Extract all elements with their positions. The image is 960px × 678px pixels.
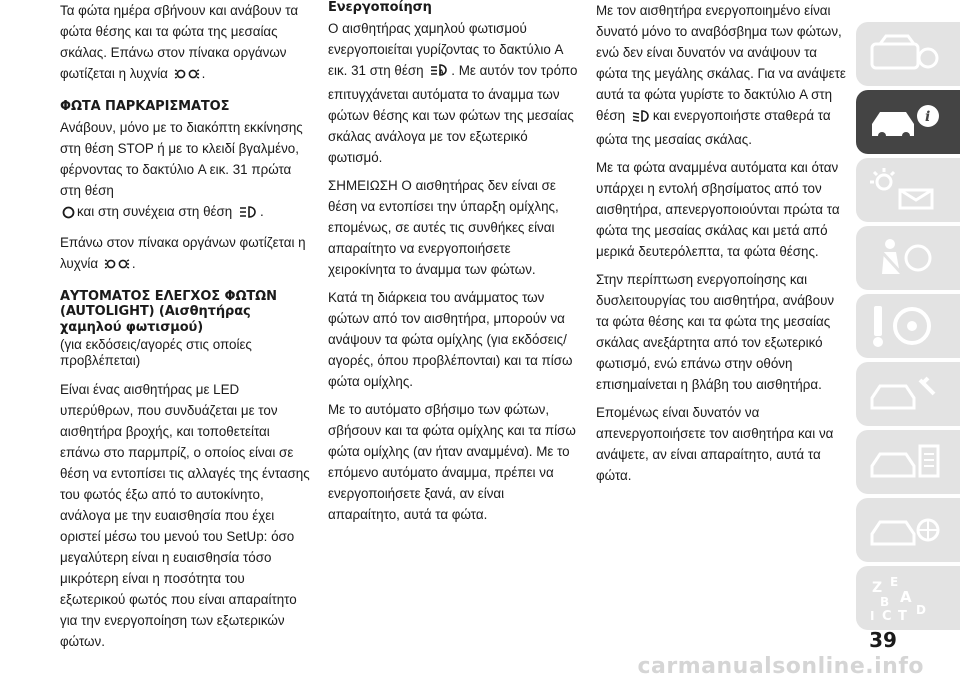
car-info-icon — [866, 98, 946, 146]
paragraph: Με το αυτόματο σβήσιμο των φώτων, σβήσουν και τα φώτα ομίχλης και τα πίσω φώτα ομίχλης (αν ήταν αναμμένα). Με το επόμενο αυτόματο άναμμα, πρέπει να ενεργοποιήσετε ξανά, αν είναι απαραίτητο, αυτά τα φώτα. — [328, 401, 576, 522]
tab-starting-driving[interactable] — [856, 294, 960, 358]
tab-knowing-car[interactable] — [856, 90, 960, 154]
tab-safety[interactable] — [856, 226, 960, 290]
section-heading: Ενεργοποίηση — [328, 0, 432, 15]
tab-warning-lights[interactable] — [856, 158, 960, 222]
svg-text:T: T — [898, 609, 907, 622]
watermark — [0, 654, 960, 678]
svg-text:B: B — [880, 595, 890, 609]
steering-key-icon — [866, 302, 946, 350]
svg-text:E: E — [890, 575, 899, 589]
text-column-2 — [328, 0, 578, 532]
tab-dashboard[interactable] — [856, 22, 960, 86]
section-subtitle: (για εκδόσεις/αγορές στις οποίες προβλέπεται) — [60, 337, 252, 368]
airbag-seatbelt-icon — [866, 234, 946, 282]
parking-light-icon — [238, 204, 258, 225]
svg-text:A: A — [900, 588, 912, 606]
paragraph: Στην περίπτωση ενεργοποίησης και δυσλειτουργίας του αισθητήρα, ανάβουν τα φώτα θέσης και τα φώτα της μεσαίας σκάλας ανεξάρτητα από τον εξωτερικό φωτισμό, ενώ επάνω στην οθόνη επισημαίνεται η βλάβη του αισθητήρα. — [596, 272, 835, 392]
tab-emergency[interactable] — [856, 362, 960, 426]
svg-text:C: C — [882, 609, 892, 622]
svg-text:D: D — [916, 603, 926, 617]
tab-technical-data[interactable] — [856, 498, 960, 562]
page-number: 39 — [869, 628, 897, 652]
car-dashboard-icon — [866, 30, 946, 78]
paragraph: Κατά τη διάρκεια του ανάμματος των φώτων από τον αισθητήρα, μπορούν να ανάψουν τα φώτα ομίχλης (για εκδόσεις/αγορές, όπου προβλέπονται) και τα πίσω φώτα ομίχλης. — [328, 289, 573, 389]
text-column-3 — [596, 0, 848, 493]
section-heading: ΦΩΤΑ ΠΑΡΚΑΡΙΣΜΑΤΟΣ — [60, 99, 230, 114]
index-letters-icon — [866, 574, 946, 622]
position-lights-icon — [174, 66, 200, 87]
section-heading: ΑΥΤΟΜΑΤΟΣ ΕΛΕΓΧΟΣ ΦΩΤΩΝ (AUTOLIGHT) (Αισθητήρας χαμηλού φωτισμού) — [60, 288, 277, 335]
svg-text:Z: Z — [872, 580, 883, 596]
car-specs-icon — [866, 438, 946, 486]
paragraph: Με τον αισθητήρα ενεργοποιημένο είναι δυνατό μόνο το αναβόσβημα των φώτων, ενώ δεν είναι δυνατόν να ανάψουν τα φώτα της μεγάλης σκάλας. Για να ανάψετε αυτά τα φώτα γυρίστε το δακτύλιο A στη θέση και ενεργοποιήστε σταθερά τα φώτα της μεσαίας σκάλας. — [596, 3, 846, 147]
paragraph: Τα φώτα ημέρα σβήνουν και ανάβουν τα φώτα θέσης και τα φώτα της μεσαίας σκάλας. Επάνω στον πίνακα οργάνων φωτίζεται η λυχνία . — [60, 0, 312, 87]
paragraph: Ο αισθητήρας χαμηλού φωτισμού ενεργοποιείται γυρίζοντας το δακτύλιο A εικ. 31 στη θέση A . Με αυτόν τον τρόπο επιτυγχάνεται αυτόματα το άναμμα των φώτων θέσης και των φώτων της μεσαίας σκάλας ανάλογα με τον εξωτερικό φωτισμό. — [328, 20, 578, 165]
car-service-icon — [866, 370, 946, 418]
paragraph: Επάνω στον πίνακα οργάνων φωτίζεται η λυχνία . — [60, 232, 312, 277]
low-beam-icon — [631, 108, 651, 129]
watermark-text: carmanualsonline.info — [637, 654, 924, 678]
paragraph: Είναι ένας αισθητήρας με LED υπερύθρων, που συνδυάζεται με τον αισθητήρα βροχής, και τοποθετείται επάνω στο παρμπρίζ, ο οποίος είναι σε θέση να εντοπίσει τις αλλαγές της έντασης του φωτός έξω από το αυτοκίνητο, ανάλογα με την ευαισθησία που έχει οριστεί μέσω του μενού του SetUp: όσο μεγαλύτερη είναι η ευαισθησία τόσο μικρότερη είναι η ποσότητα του εξωτερικού φωτός που είναι απαραίτητο για την ενεργοποίηση των εξωτερικών φώτων. — [60, 382, 310, 649]
svg-text:A: A — [439, 68, 444, 76]
tab-maintenance[interactable] — [856, 430, 960, 494]
paragraph: Επομένως είναι δυνατόν να απενεργοποιήσετε τον αισθητήρα και να ανάψετε, αν είναι απαραίτητο, αυτά τα φώτα. — [596, 405, 834, 483]
text-column-1 — [60, 0, 312, 659]
warning-light-icon — [866, 166, 946, 214]
position-lights-icon — [104, 256, 130, 277]
svg-text:I: I — [870, 609, 875, 622]
auto-light-icon — [429, 63, 449, 84]
paragraph: ΣΗΜΕΙΩΣΗ Ο αισθητήρας δεν είναι σε θέση να εντοπίσει την ύπαρξη ομίχλης, επομένως, σε αυτές τις συνθήκες είναι απαραίτητο να ενεργοποιήσετε χειροκίνητα το άναμμα των φώτων. — [328, 177, 559, 277]
car-specs-icon — [866, 506, 946, 554]
ring-off-position-icon — [62, 204, 75, 225]
svg-text:i: i — [925, 109, 931, 125]
paragraph: Ανάβουν, μόνο με το διακόπτη εκκίνησης στη θέση STOP ή με το κλειδί βγαλμένο, φέρνοντας το δακτύλιο A εικ. 31 πρώτα στη θέση και στη συνέχεια στη θέση . — [60, 117, 312, 225]
tab-index[interactable] — [856, 566, 960, 630]
paragraph: Με τα φώτα αναμμένα αυτόματα και όταν υπάρχει η εντολή σβησίματος από τον αισθητήρα, απενεργοποιούνται πρώτα τα φώτα της μεσαίας σκάλας και μετά από μερικά δευτερόλεπτα, τα φώτα θέσης. — [596, 160, 840, 259]
